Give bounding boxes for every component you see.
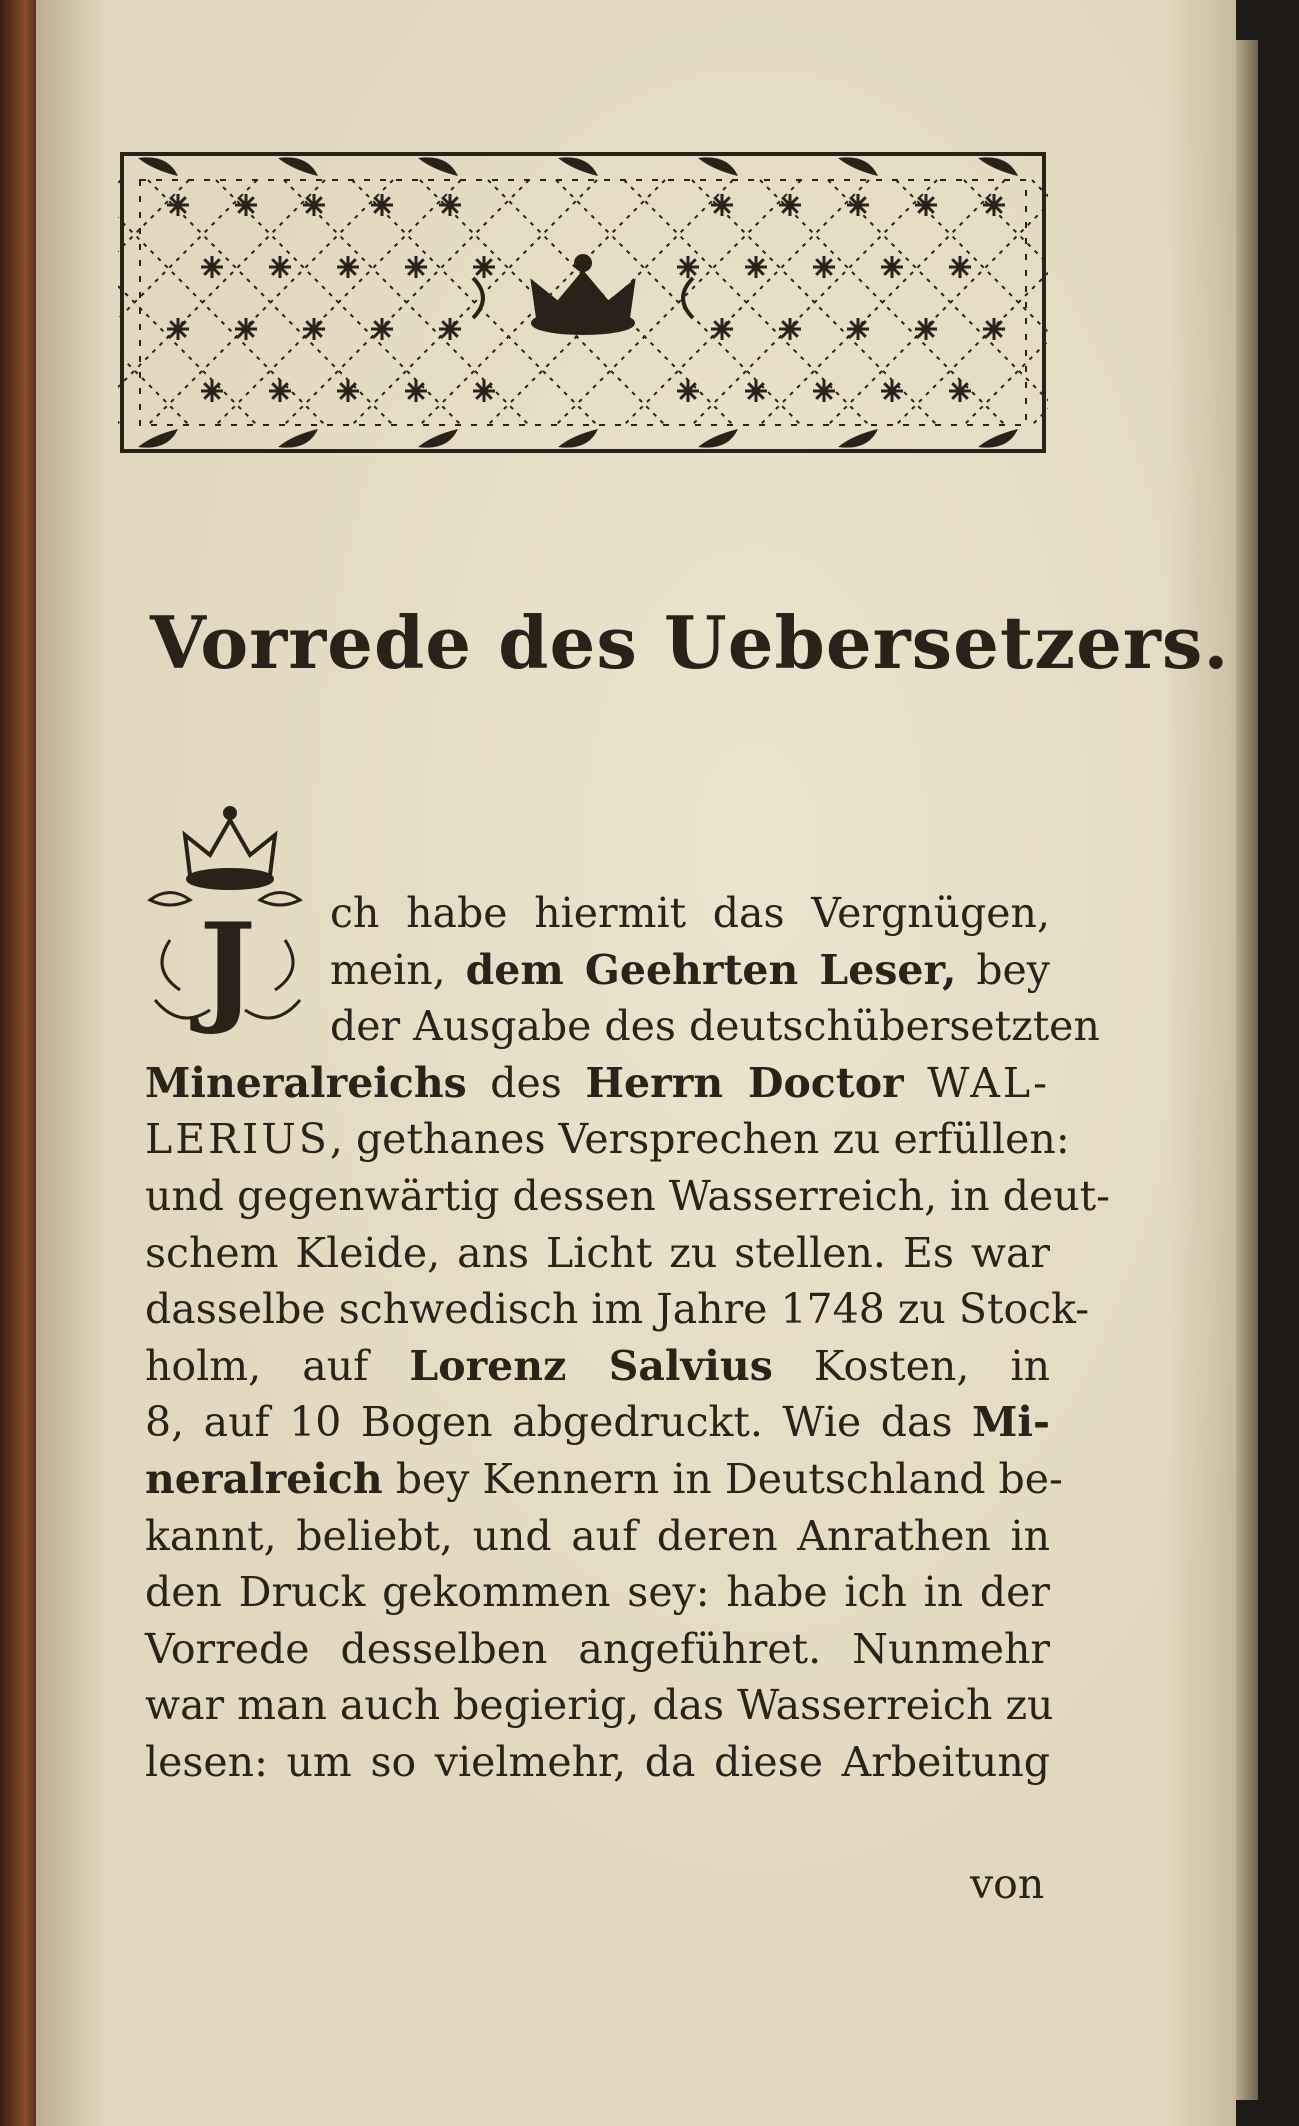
text-segment: kannt, beliebt, und auf deren Anrathen in <box>145 1511 1050 1560</box>
text-line <box>145 1281 1090 1338</box>
text-segment: des <box>466 1058 586 1107</box>
text-segment <box>904 1059 928 1107</box>
text-line <box>145 1055 1050 1112</box>
page-edge <box>1236 40 1258 2100</box>
text-segment: Mineralreichs <box>145 1058 467 1107</box>
text-line <box>145 1394 1050 1451</box>
star-ornament <box>915 194 937 216</box>
text-segment: mein, <box>330 945 466 994</box>
text-segment: Vorrede desselben angeführet. Nunmehr <box>145 1624 1050 1673</box>
star-ornament <box>847 318 869 340</box>
star-ornament <box>337 256 359 278</box>
text-segment: dasselbe schwedisch im Jahre 1748 zu Stock- <box>145 1285 1090 1334</box>
star-ornament <box>303 194 325 216</box>
star-ornament <box>949 380 971 402</box>
star-ornament <box>983 318 1005 340</box>
star-ornament <box>269 256 291 278</box>
text-segment: 8, auf 10 Bogen abgedruckt. Wie das <box>145 1398 973 1447</box>
star-ornament <box>201 256 223 278</box>
text-segment: den Druck gekommen sey: habe ich in der <box>145 1568 1050 1617</box>
star-ornament <box>677 256 699 278</box>
text-segment: , gethanes Versprechen zu erfüllen: <box>329 1115 1070 1164</box>
text-segment: dem Geehrten Leser, <box>465 945 957 994</box>
text-segment: bey <box>956 945 1050 994</box>
star-ornament <box>915 318 937 340</box>
star-ornament <box>677 380 699 402</box>
star-ornament <box>847 194 869 216</box>
text-line <box>145 1338 1050 1395</box>
catchword: von <box>970 1860 1045 1908</box>
star-ornament <box>167 194 189 216</box>
text-line <box>145 1677 1054 1734</box>
star-ornament <box>201 380 223 402</box>
star-ornament <box>473 380 495 402</box>
text-line <box>145 1564 1050 1621</box>
text-segment: schem Kleide, ans Licht zu stellen. Es war <box>145 1228 1050 1277</box>
text-segment: neralreich <box>145 1454 383 1503</box>
star-ornament <box>405 256 427 278</box>
lattice-line <box>118 180 257 425</box>
text-segment: Herrn Doctor <box>585 1058 904 1107</box>
text-segment: holm, auf <box>145 1341 410 1390</box>
page-title: Vorrede des Uebersetzers. <box>150 600 1230 685</box>
text-segment: Kosten, in <box>772 1341 1050 1390</box>
lattice-line <box>828 180 1048 425</box>
text-line <box>145 1111 1070 1168</box>
text-line <box>145 885 1050 942</box>
star-ornament <box>881 256 903 278</box>
text-line <box>145 1451 1063 1508</box>
star-ornament <box>949 256 971 278</box>
lattice-line <box>118 180 189 425</box>
star-ornament <box>269 380 291 402</box>
star-ornament <box>881 380 903 402</box>
star-ornament <box>303 318 325 340</box>
text-line <box>145 998 1100 1055</box>
star-ornament <box>779 318 801 340</box>
star-ornament <box>439 194 461 216</box>
star-ornament <box>779 194 801 216</box>
star-ornament <box>813 256 835 278</box>
star-ornament <box>745 256 767 278</box>
star-ornament <box>473 256 495 278</box>
star-ornament <box>813 380 835 402</box>
text-segment: Mi- <box>972 1398 1050 1447</box>
text-segment: LERIUS <box>145 1115 330 1164</box>
star-ornament <box>711 318 733 340</box>
star-ornament <box>337 380 359 402</box>
lattice-line <box>828 180 1048 425</box>
body-paragraph <box>145 885 1110 1791</box>
text-segment: der Ausgabe des deutschübersetzten <box>330 1002 1100 1051</box>
star-ornament <box>235 318 257 340</box>
text-line <box>145 1734 1050 1791</box>
star-ornament <box>371 318 393 340</box>
text-segment: ch habe hiermit das Vergnügen, <box>330 889 1050 937</box>
star-ornament <box>439 318 461 340</box>
star-ornament <box>745 380 767 402</box>
text-line <box>145 942 1050 999</box>
text-line <box>145 1621 1050 1678</box>
lattice-line <box>118 180 257 425</box>
decorative-headpiece <box>118 150 1048 455</box>
star-ornament <box>235 194 257 216</box>
star-ornament <box>405 380 427 402</box>
star-ornament <box>371 194 393 216</box>
text-line <box>145 1168 1110 1225</box>
text-segment: war man auch begierig, das Wasserreich zu <box>145 1681 1054 1730</box>
text-line <box>145 1508 1050 1565</box>
text-segment: Lorenz Salvius <box>409 1341 773 1390</box>
text-segment: bey Kennern in Deutschland be- <box>382 1454 1063 1503</box>
star-ornament <box>983 194 1005 216</box>
text-segment: lesen: um so vielmehr, da diese Arbeitung <box>145 1737 1050 1786</box>
star-ornament <box>711 194 733 216</box>
text-segment: WAL- <box>927 1058 1050 1107</box>
initial-letter: J <box>199 897 256 1038</box>
text-line <box>145 1225 1050 1282</box>
star-ornament <box>167 318 189 340</box>
text-segment: und gegenwärtig dessen Wasserreich, in deut- <box>145 1171 1110 1220</box>
